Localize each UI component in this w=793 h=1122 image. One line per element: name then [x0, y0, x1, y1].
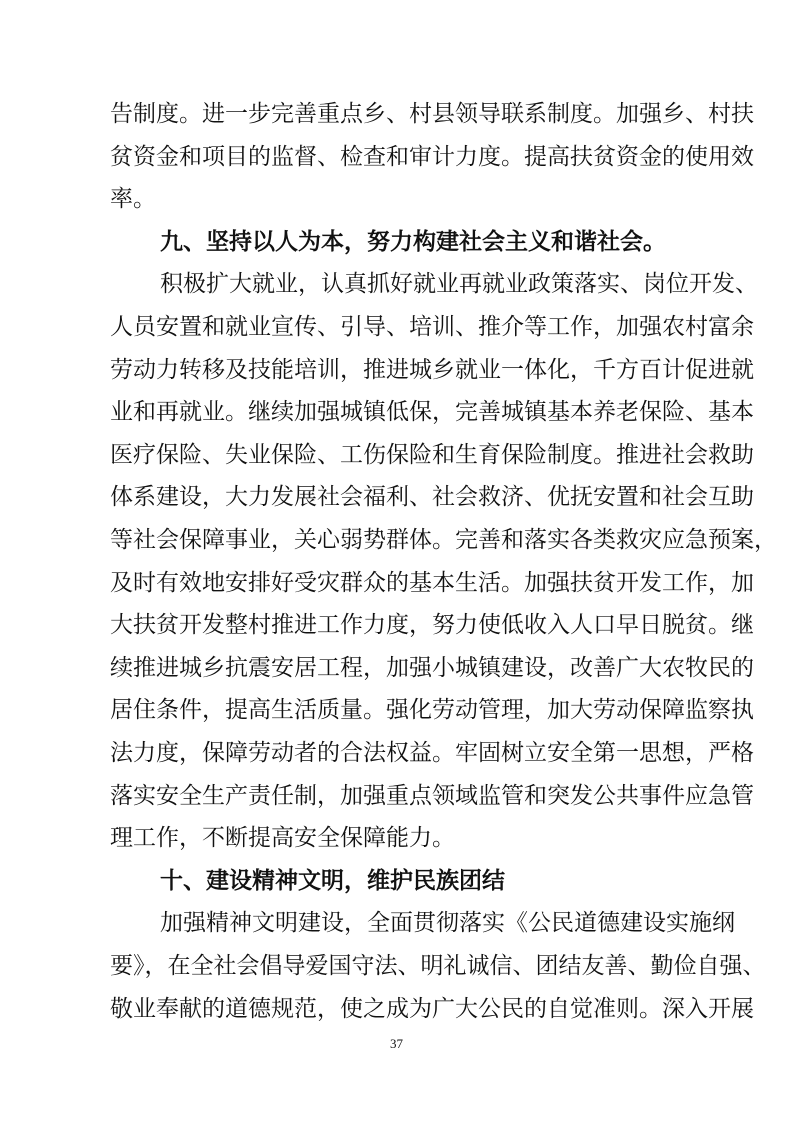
section-heading-10: 十、建设精神文明，维护民族团结	[160, 867, 505, 894]
body-text-line: 体系建设，大力发展社会福利、社会救济、优抚安置和社会互助	[110, 484, 754, 511]
body-text-line: 及时有效地安排好受灾群众的基本生活。加强扶贫开发工作，加	[110, 569, 754, 596]
body-text-line: 医疗保险、失业保险、工伤保险和生育保险制度。推进社会救助	[110, 441, 754, 468]
body-text-line: 劳动力转移及技能培训，推进城乡就业一体化，千方百计促进就	[110, 356, 754, 383]
body-text-line: 居住条件，提高生活质量。强化劳动管理，加大劳动保障监察执	[110, 697, 754, 724]
body-text-line: 落实安全生产责任制，加强重点领域监管和突发公共事件应急管	[110, 782, 754, 809]
body-text-line: 等社会保障事业，关心弱势群体。完善和落实各类救灾应急预案，	[110, 527, 777, 553]
body-text-line: 告制度。进一步完善重点乡、村县领导联系制度。加强乡、村扶	[110, 101, 754, 127]
body-text-line: 业和再就业。继续加强城镇低保，完善城镇基本养老保险、基本	[110, 399, 754, 426]
section-heading-9: 九、坚持以人为本，努力构建社会主义和谐社会。	[160, 228, 666, 255]
body-text-line: 理工作，不断提高安全保障能力。	[110, 825, 455, 852]
body-text-line: 敬业奉献的道德规范，使之成为广大公民的自觉准则。深入开展	[110, 995, 754, 1022]
body-text-line: 大扶贫开发整村推进工作力度，努力使低收入人口早日脱贫。继	[110, 612, 754, 639]
body-text-line: 加强精神文明建设，全面贯彻落实《公民道德建设实施纲	[160, 910, 735, 937]
body-text-line: 续推进城乡抗震安居工程，加强小城镇建设，改善广大农牧民的	[110, 654, 754, 681]
body-text-line: 人员安置和就业宣传、引导、培训、推介等工作，加强农村富余	[110, 314, 754, 340]
page-number: 37	[390, 1036, 403, 1051]
body-text-line: 法力度，保障劳动者的合法权益。牢固树立安全第一思想，严格	[110, 740, 754, 766]
body-text-line: 要》，在全社会倡导爱国守法、明礼诚信、团结友善、勤俭自强、	[110, 953, 766, 979]
body-text-line: 贫资金和项目的监督、检查和审计力度。提高扶贫资金的使用效	[110, 143, 754, 170]
body-text-line: 积极扩大就业，认真抓好就业再就业政策落实、岗位开发、	[160, 271, 758, 298]
body-text-line: 率。	[110, 186, 156, 213]
